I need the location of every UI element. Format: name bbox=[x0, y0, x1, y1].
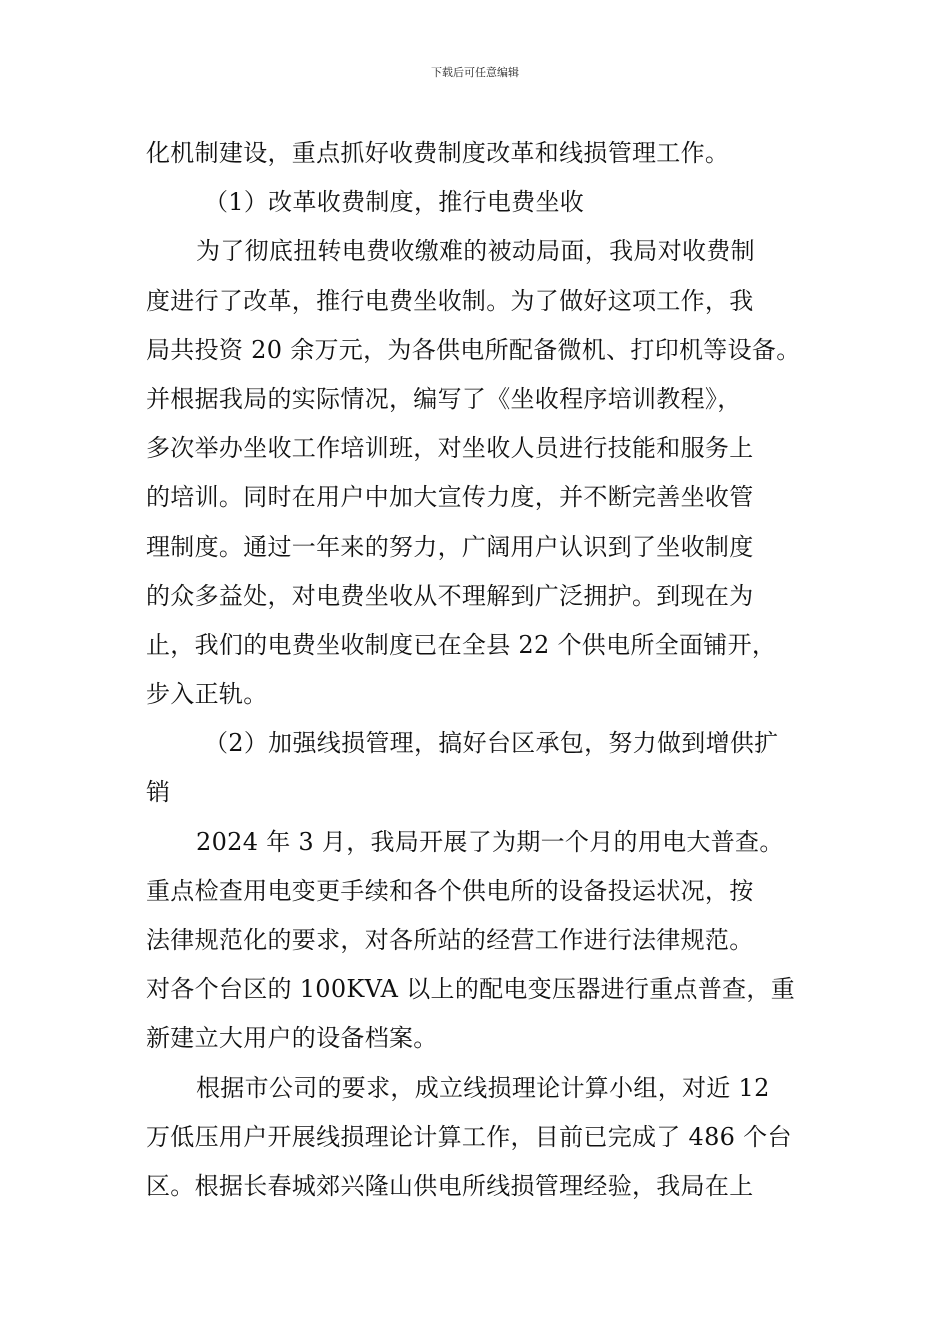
text-line: 的培训。同时在用户中加大宣传力度，并不断完善坐收管 bbox=[146, 483, 754, 512]
paragraph-first-line: 2024 年 3 月，我局开展了为期一个月的用电大普查。 bbox=[196, 827, 784, 856]
text-line: 度进行了改革，推行电费坐收制。为了做好这项工作，我 bbox=[146, 286, 754, 315]
subsection-heading: （1）改革收费制度，推行电费坐收 bbox=[204, 188, 585, 217]
text-line: 止，我们的电费坐收制度已在全县 22 个供电所全面铺开， bbox=[146, 630, 777, 659]
text-line: 销 bbox=[146, 778, 171, 807]
subsection-heading: （2）加强线损管理，搞好台区承包，努力做到增供扩 bbox=[204, 729, 779, 758]
text-line: 局共投资 20 余万元，为各供电所配备微机、打印机等设备。 bbox=[146, 335, 801, 364]
text-line: 并根据我局的实际情况，编写了《坐收程序培训教程》， bbox=[146, 384, 742, 413]
page-header-note: 下载后可任意编辑 bbox=[431, 66, 519, 79]
text-line: 步入正轨。 bbox=[146, 680, 268, 709]
text-line: 多次举办坐收工作培训班，对坐收人员进行技能和服务上 bbox=[146, 434, 754, 463]
text-line: 化机制建设，重点抓好收费制度改革和线损管理工作。 bbox=[146, 139, 730, 167]
document-body bbox=[146, 129, 810, 1211]
text-line: 新建立大用户的设备档案。 bbox=[146, 1024, 438, 1053]
text-line: 理制度。通过一年来的努力，广阔用户认识到了坐收制度 bbox=[146, 532, 754, 561]
text-line: 的众多益处，对电费坐收从不理解到广泛拥护。到现在为 bbox=[146, 581, 754, 610]
text-line: 对各个台区的 100KVA 以上的配电变压器进行重点普查，重 bbox=[146, 975, 796, 1004]
paragraph-first-line: 根据市公司的要求，成立线损理论计算小组，对近 12 bbox=[196, 1073, 770, 1102]
text-line: 重点检查用电变更手续和各个供电所的设备投运状况，按 bbox=[146, 876, 754, 905]
text-line: 区。根据长春城郊兴隆山供电所线损管理经验，我局在上 bbox=[146, 1171, 754, 1200]
text-line: 法律规范化的要求，对各所站的经营工作进行法律规范。 bbox=[146, 926, 754, 954]
paragraph-first-line: 为了彻底扭转电费收缴难的被动局面，我局对收费制 bbox=[196, 237, 755, 266]
text-line: 万低压用户开展线损理论计算工作，目前已完成了 486 个台 bbox=[146, 1122, 792, 1151]
